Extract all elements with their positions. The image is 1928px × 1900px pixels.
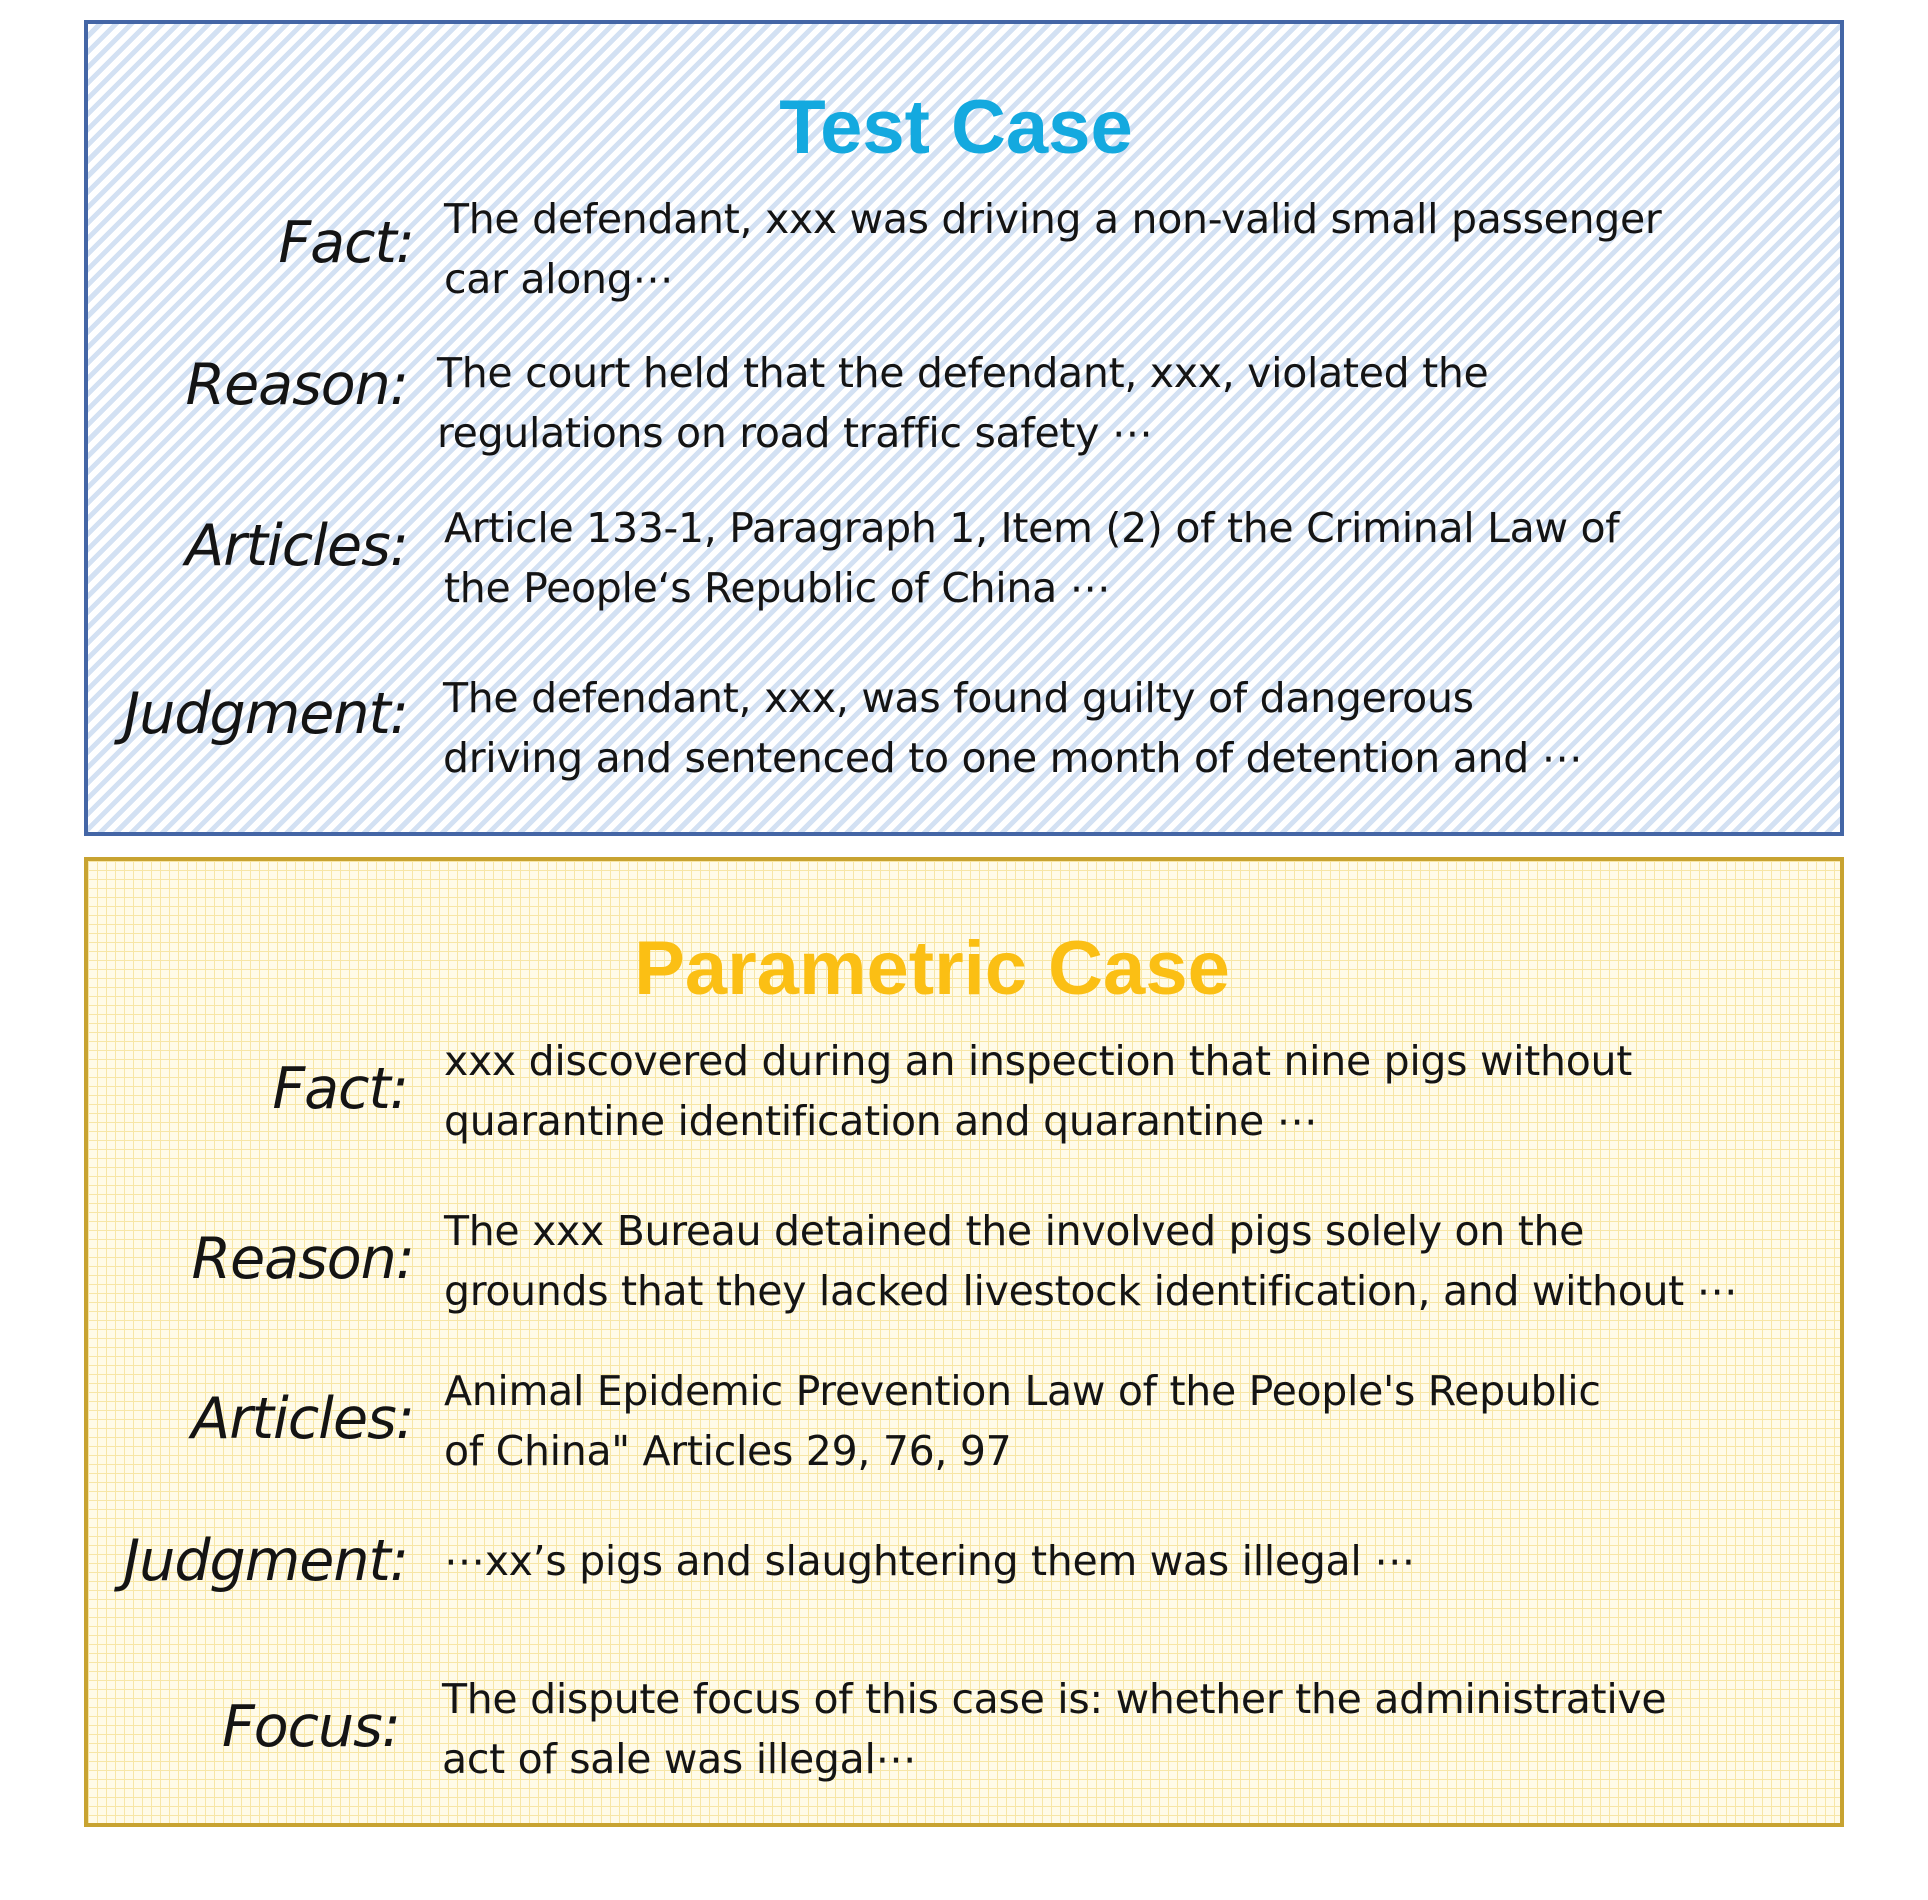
fact-label: Fact: (278, 210, 414, 276)
judgment-text (444, 1531, 1834, 1591)
reason-label: Reason: (185, 352, 408, 418)
parametric-case-title: Parametric Case (634, 926, 1230, 1011)
judgment-text-line-1: The defendant, xxx, was found guilty of dangerous (443, 674, 1474, 722)
articles-text-line-2: of China" Articles 29, 76, 97 (444, 1427, 1012, 1475)
articles-text-line-1: Animal Epidemic Prevention Law of the People's Republic (444, 1367, 1601, 1415)
articles-text (444, 1361, 1834, 1481)
articles-text-line-1: Article 133-1, Paragraph 1, Item (2) of the Criminal Law of (444, 504, 1620, 552)
articles-text (444, 498, 1834, 618)
judgment-label: Judgment: (123, 1528, 408, 1594)
focus-label: Focus: (221, 1694, 400, 1760)
judgment-label: Judgment: (123, 681, 408, 747)
judgment-text-line-2: driving and sentenced to one month of detention and ⋯ (443, 734, 1583, 782)
parametric-case-panel (84, 857, 1844, 1827)
fact-text-line-2: quarantine identification and quarantine ⋯ (444, 1097, 1318, 1145)
reason-text-line-2: grounds that they lacked livestock identification, and without ⋯ (444, 1267, 1738, 1315)
articles-text-line-2: the People‘s Republic of China ⋯ (444, 564, 1111, 612)
fact-text-line-1: The defendant, xxx was driving a non-valid small passenger (444, 195, 1662, 243)
test-case-panel (84, 20, 1844, 836)
reason-label: Reason: (191, 1226, 414, 1292)
focus-text (442, 1669, 1832, 1789)
judgment-text (443, 668, 1833, 788)
reason-text-line-1: The court held that the defendant, xxx, violated the (437, 349, 1489, 397)
fact-text (444, 1031, 1834, 1151)
focus-text-line-1: The dispute focus of this case is: whether the administrative (442, 1675, 1667, 1723)
test-case-title: Test Case (779, 85, 1133, 170)
fact-text-line-2: car along⋯ (444, 255, 674, 303)
reason-text (437, 343, 1827, 463)
judgment-text-line-1: ⋯xx’s pigs and slaughtering them was illegal ⋯ (444, 1537, 1415, 1585)
articles-label: Articles: (191, 1386, 414, 1452)
fact-label: Fact: (272, 1056, 408, 1122)
fact-text (444, 189, 1834, 309)
reason-text-line-2: regulations on road traffic safety ⋯ (437, 409, 1153, 457)
articles-label: Articles: (185, 513, 408, 579)
focus-text-line-2: act of sale was illegal⋯ (442, 1735, 917, 1783)
reason-text (444, 1201, 1834, 1321)
reason-text-line-1: The xxx Bureau detained the involved pigs solely on the (444, 1207, 1585, 1255)
fact-text-line-1: xxx discovered during an inspection that nine pigs without (444, 1037, 1632, 1085)
